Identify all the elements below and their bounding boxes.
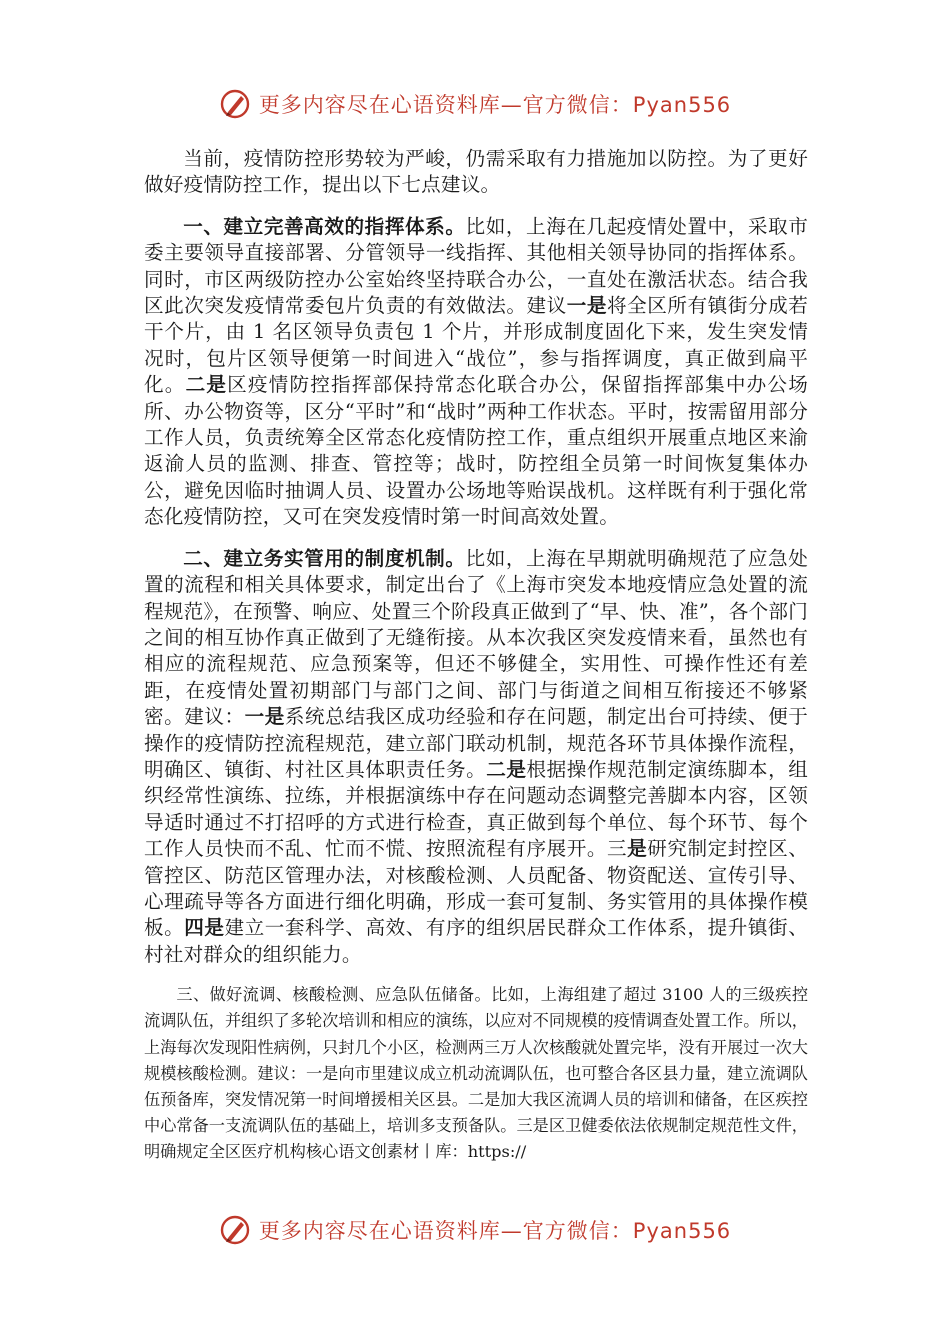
- section-1-heading: 一、建立完善高效的指挥体系。: [183, 214, 466, 238]
- banner-text: 更多内容尽在心语资料库—官方微信：Pyan556: [258, 1219, 732, 1243]
- section-1-text: 比如，上海在几起疫情处置中，采取市委主要领导直接部署、分管领导一线指挥、其他相关领导协同的指挥体系。同时，市区两级防控办公室始终坚持联合办公，一直处在激活状态。结合我区此次突发疫情常委包片负责的有效做法。建议: [144, 214, 808, 318]
- section-3-paragraph: 三、做好流调、核酸检测、应急队伍储备。比如，上海组建了超过 3100 人的三级疾控流调队伍，并组织了多轮次培训和相应的演练，以应对不同规模的疫情调查处置工作。所以，上海每次发现阳性病例，只封几个小区，检测两三万人次核酸就处置完毕，没有开展过一次大规模核酸检测。建议：一是向市里建议成立机动流调队伍，也可整合各区县力量，建立流调队伍预备库，突发情况第一时间增援相关区县。二是加大我区流调人员的培训和储备，在区疾控中心常备一支流调队伍的基础上，培训多支预备队。三是区卫健委依法依规制定规范性文件，明确规定全区医疗机构核心语文创素材丨库：https://: [144, 985, 808, 1162]
- section-1-paragraph: [144, 214, 808, 531]
- header-banner: [0, 84, 950, 124]
- document-body: [144, 146, 808, 1166]
- section-2-text: 建立一套科学、高效、有序的组织居民群众工作体系，提升镇街、村社对群众的组织能力。: [144, 916, 808, 966]
- section-2-heading: 二、建立务实管用的制度机制。: [183, 546, 466, 570]
- section-2-text: 比如，上海在早期就明确规范了应急处置的流程和相关具体要求，制定出台了《上海市突发本地疫情应急处置的流程规范》，在预警、响应、处置三个阶段真正做到了“早、快、准”，各个部门之间的相互协作真正做到了无缝衔接。从本次我区突发疫情来看，虽然也有相应的流程规范、应急预案等，但还不够健全，实用性、可操作性还有差距，在疫情处置初期部门与部门之间、部门与街道之间相互衔接还不够紧密。建议：: [144, 546, 808, 729]
- pen-logo-icon: [219, 88, 251, 120]
- footer-banner: [0, 1210, 950, 1250]
- section-2-point-1: 一是: [244, 705, 285, 729]
- banner-text: 更多内容尽在心语资料库—官方微信：Pyan556: [258, 93, 732, 117]
- section-2-paragraph: [144, 546, 808, 969]
- section-2-text: 根据操作规范制定演练脚本，组织经常性演练、拉练，并根据演练中存在问题动态调整完善脚本内容，区领导适时通过不打招呼的方式进行检查，真正做到每个单位、每个环节、每个工作人员快而不乱、忙而不慌、按照流程有序展开。三: [144, 757, 808, 861]
- section-2-point-3: 是: [627, 837, 648, 861]
- section-1-text: 将全区所有镇街分成若干个片，由 1 名区领导负责包 1 个片，并形成制度固化下来，发生突发情况时，包片区领导便第一时间进入“战位”，参与指挥调度，真正做到扁平化。: [144, 294, 809, 397]
- section-2-point-2: 二是: [486, 757, 527, 781]
- section-1-text: 区疫情防控指挥部保持常态化联合办公，保留指挥部集中办公场所、办公物资等，区分“平时”和“战时”两种工作状态。平时，按需留用部分工作人员，负责统筹全区常态化疫情防控工作，重点组织开展重点地区来渝返渝人员的监测、排查、管控等；战时，防控组全员第一时间恢复集体办公，避免因临时抽调人员、设置办公场地等贻误战机。这样既有利于强化常态化疫情防控，又可在突发疫情时第一时间高效处置。: [144, 373, 808, 529]
- pen-logo-icon: [219, 1214, 251, 1246]
- section-2-point-4: 四是: [184, 916, 225, 940]
- section-1-point-1: 一是: [566, 294, 608, 318]
- intro-paragraph: 当前，疫情防控形势较为严峻，仍需采取有力措施加以防控。为了更好做好疫情防控工作，提出以下七点建议。: [144, 147, 808, 197]
- section-1-point-2: 二是: [185, 373, 228, 397]
- section-2-text: 系统总结我区成功经验和存在问题，制定出台可持续、便于操作的疫情防控流程规范，建立部门联动机制，规范各环节具体操作流程，明确区、镇街、村社区具体职责任务。: [144, 705, 808, 781]
- section-2-text: 研究制定封控区、管控区、防范区管理办法，对核酸检测、人员配备、物资配送、宣传引导、心理疏导等各方面进行细化明确，形成一套可复制、务实管用的具体操作模板。: [144, 837, 808, 940]
